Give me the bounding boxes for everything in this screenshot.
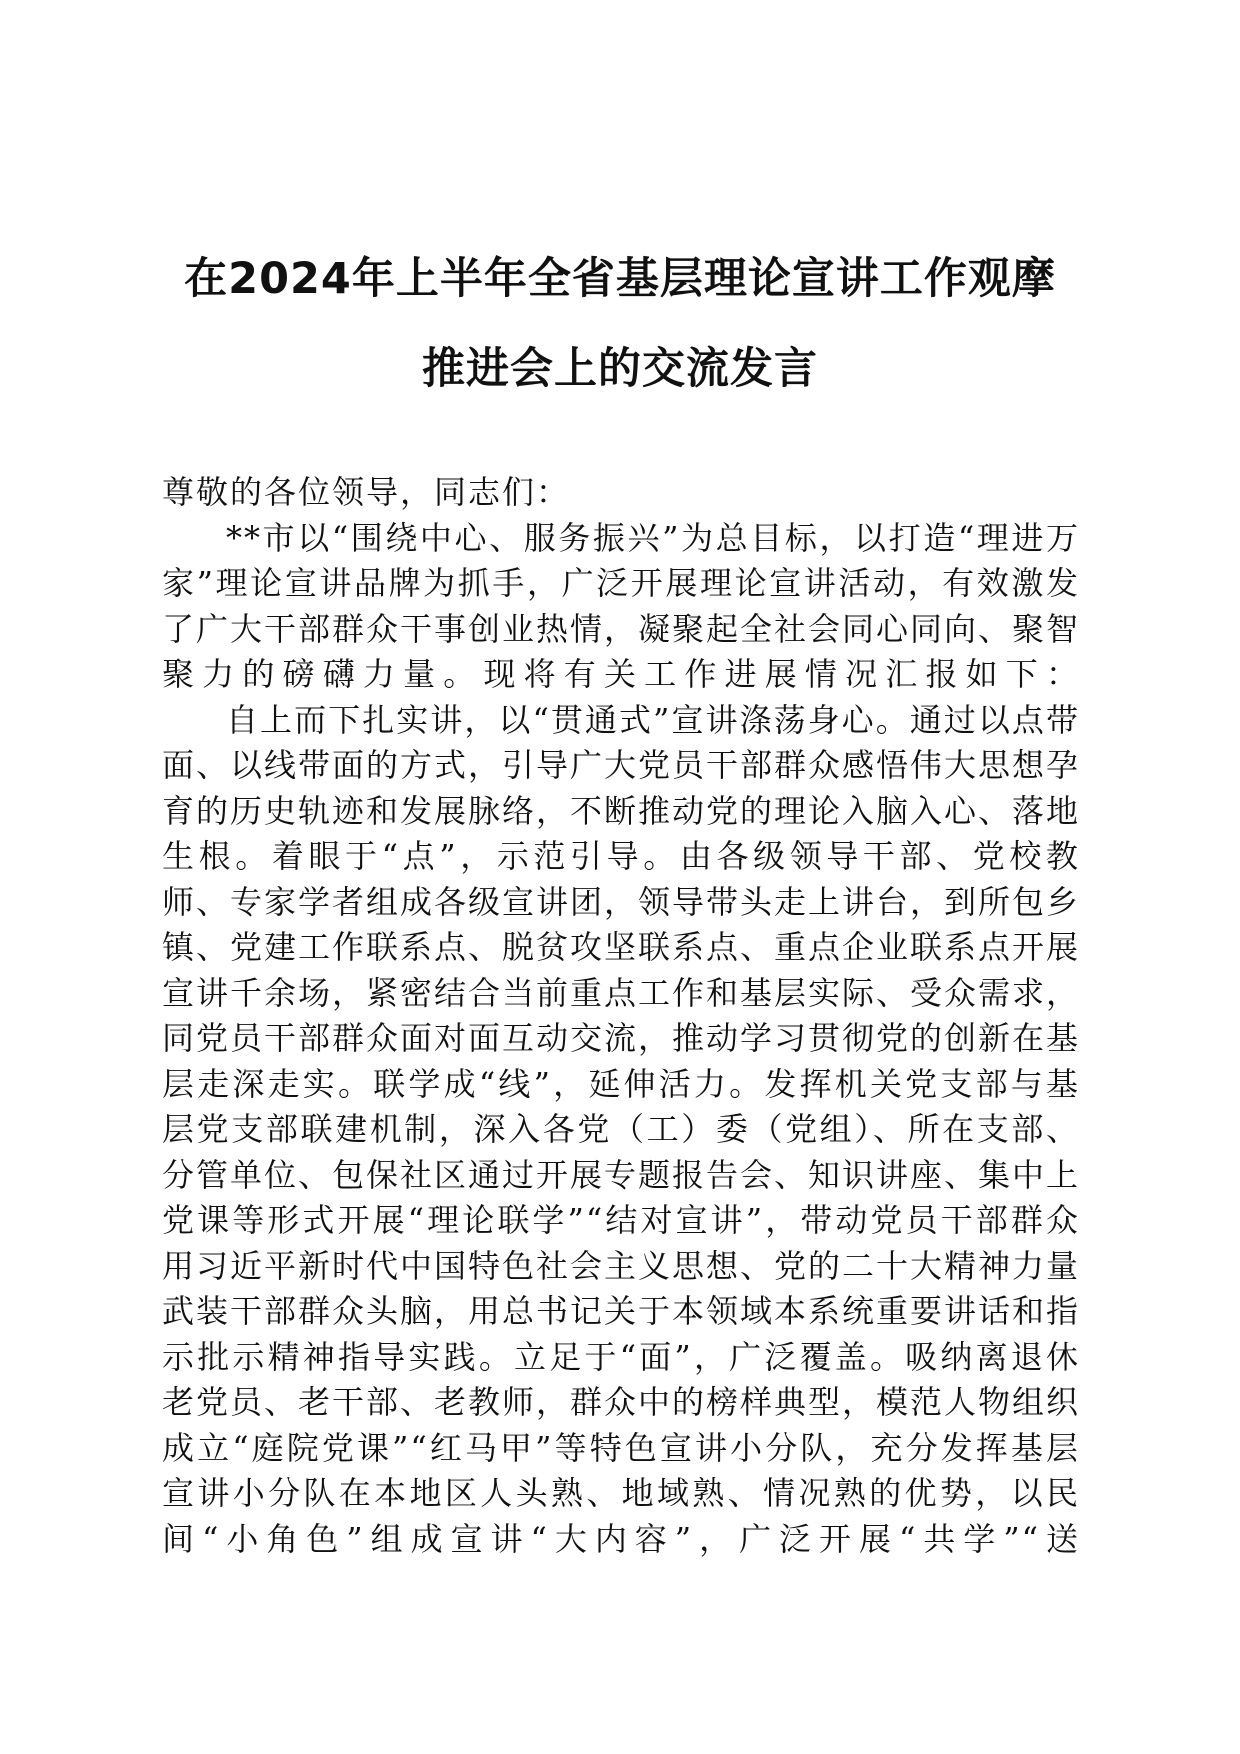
salutation: 尊敬的各位领导，同志们： <box>162 473 571 511</box>
document-title <box>160 234 1080 414</box>
body-paragraph-2: 自上而下扎实讲，以“贯通式”宣讲涤荡身心。通过以点带面、以线带面的方式，引导广大党员干部群众感悟伟大思想孕育的历史轨迹和发展脉络，不断推动党的理论入脑入心、落地生根。着眼于“点”，示范引导。由各级领导干部、党校教师、专家学者组成各级宣讲团，领导带头走上讲台，到所包乡镇、党建工作联系点、脱贫攻坚联系点、重点企业联系点开展宣讲千余场，紧密结合当前重点工作和基层实际、受众需求，同党员干部群众面对面互动交流，推动学习贯彻党的创新在基层走深走实。联学成“线”，延伸活力。发挥机关党支部与基层党支部联建机制，深入各党（工）委（党组）、所在支部、分管单位、包保社区通过开展专题报告会、知识讲座、集中上党课等形式开展“理论联学”“结对宣讲”，带动党员干部群众用习近平新时代中国特色社会主义思想、党的二十大精神力量武装干部群众头脑，用总书记关于本领域本系统重要讲话和指示批示精神指导实践。立足于“面”，广泛覆盖。吸纳离退休老党员、老干部、老教师，群众中的榜样典型，模范人物组织成立“庭院党课”“红马甲”等特色宣讲小分队，充分发挥基层宣讲小分队在本地区人头熟、地域熟、情况熟的优势，以民间“小角色”组成宣讲“大内容”，广泛开展“共学”“送 <box>162 700 1081 1558</box>
title-line-1: 在2024年上半年全省基层理论宣讲工作观摩 <box>184 254 1056 304</box>
document-body <box>162 470 1080 1562</box>
title-line-2: 推进会上的交流发言 <box>422 344 818 394</box>
body-paragraph-1: **市以“围绕中心、服务振兴”为总目标，以打造“理进万家”理论宣讲品牌为抓手，广泛开展理论宣讲活动，有效激发了广大干部群众干事创业热情，凝聚起全社会同心同向、聚智聚力的磅礴力量。现将有关工作进展情况汇报如下： <box>162 518 1081 693</box>
